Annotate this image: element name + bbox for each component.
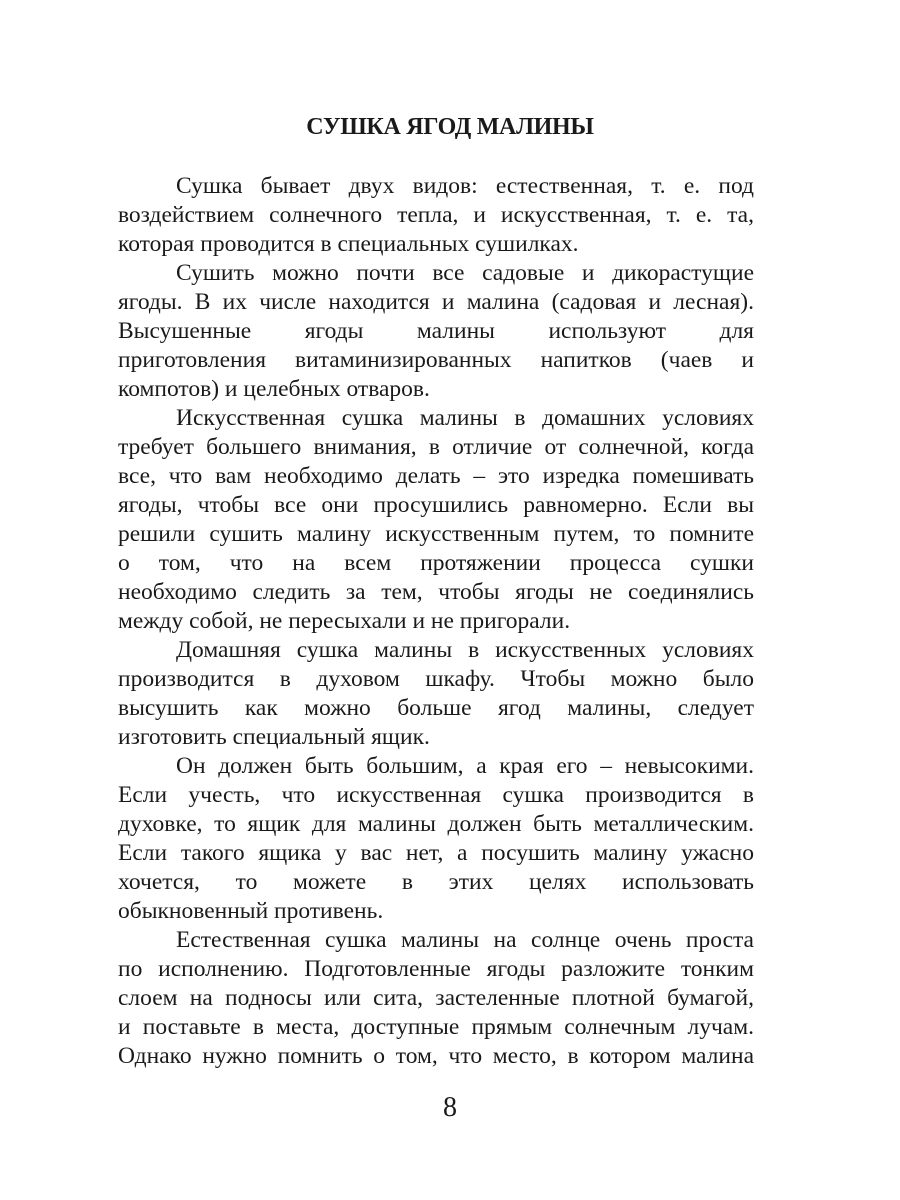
text-line: Если такого ящика у вас нет, а посушить малину ужасно [118, 840, 754, 866]
text-line: Он должен быть большим, а края его – невысокими. [176, 753, 754, 779]
text-line: ягоды, чтобы все они просушились равномерно. Если вы [118, 492, 754, 518]
text-line: Сушить можно почти все садовые и дикорастущие [176, 260, 754, 286]
text-line: изготовить специальный ящик. [118, 724, 430, 750]
text-line: слоем на подносы или сита, застеленные плотной бумагой, [118, 985, 754, 1011]
text-line: обыкновенный противень. [118, 898, 384, 924]
text-line: все, что вам необходимо делать – это изредка помешивать [118, 463, 754, 489]
text-line: Сушка бывает двух видов: естественная, т. е. под [176, 173, 754, 199]
text-line: по исполнению. Подготовленные ягоды разложите тонким [118, 956, 754, 982]
text-line: хочется, то можете в этих целях использовать [118, 869, 754, 895]
text-line: высушить как можно больше ягод малины, следует [118, 695, 754, 721]
text-line: которая проводится в специальных сушилках. [118, 231, 579, 257]
text-line: Однако нужно помнить о том, что место, в котором малина [118, 1043, 754, 1069]
text-line: духовке, то ящик для малины должен быть металлическим. [118, 811, 754, 837]
paragraph [118, 752, 754, 926]
text-line: компотов) и целебных отваров. [118, 376, 430, 402]
text-line: о том, что на всем протяжении процесса сушки [118, 550, 754, 576]
text-line: требует большего внимания, в отличие от солнечной, когда [118, 434, 754, 460]
paragraph [118, 636, 754, 752]
paragraph [118, 172, 754, 259]
text-line: воздействием солнечного тепла, и искусственная, т. е. та, [118, 202, 754, 228]
page-title: СУШКА ЯГОД МАЛИНЫ [306, 114, 594, 140]
page-number: 8 [443, 1092, 457, 1123]
text-line: Если учесть, что искусственная сушка производится в [118, 782, 754, 808]
text-line: производится в духовом шкафу. Чтобы можно было [118, 666, 754, 692]
text-line: Естественная сушка малины на солнце очень проста [176, 927, 754, 953]
paragraph [118, 404, 754, 636]
text-line: необходимо следить за тем, чтобы ягоды не соединялись [118, 579, 754, 605]
text-line: Искусственная сушка малины в домашних условиях [176, 405, 754, 431]
text-line: решили сушить малину искусственным путем, то помните [118, 521, 754, 547]
text-line: приготовления витаминизированных напитков (чаев и [118, 347, 754, 373]
text-line: Домашняя сушка малины в искусственных условиях [176, 637, 754, 663]
paragraph [118, 926, 754, 1071]
text-line: Высушенные ягоды малины используют для [118, 318, 754, 344]
text-line: и поставьте в места, доступные прямым солнечным лучам. [118, 1014, 754, 1040]
text-line: между собой, не пересыхали и не пригорали. [118, 608, 571, 634]
paragraph [118, 259, 754, 404]
body-text [118, 172, 754, 1071]
text-line: ягоды. В их числе находится и малина (садовая и лесная). [118, 289, 754, 315]
